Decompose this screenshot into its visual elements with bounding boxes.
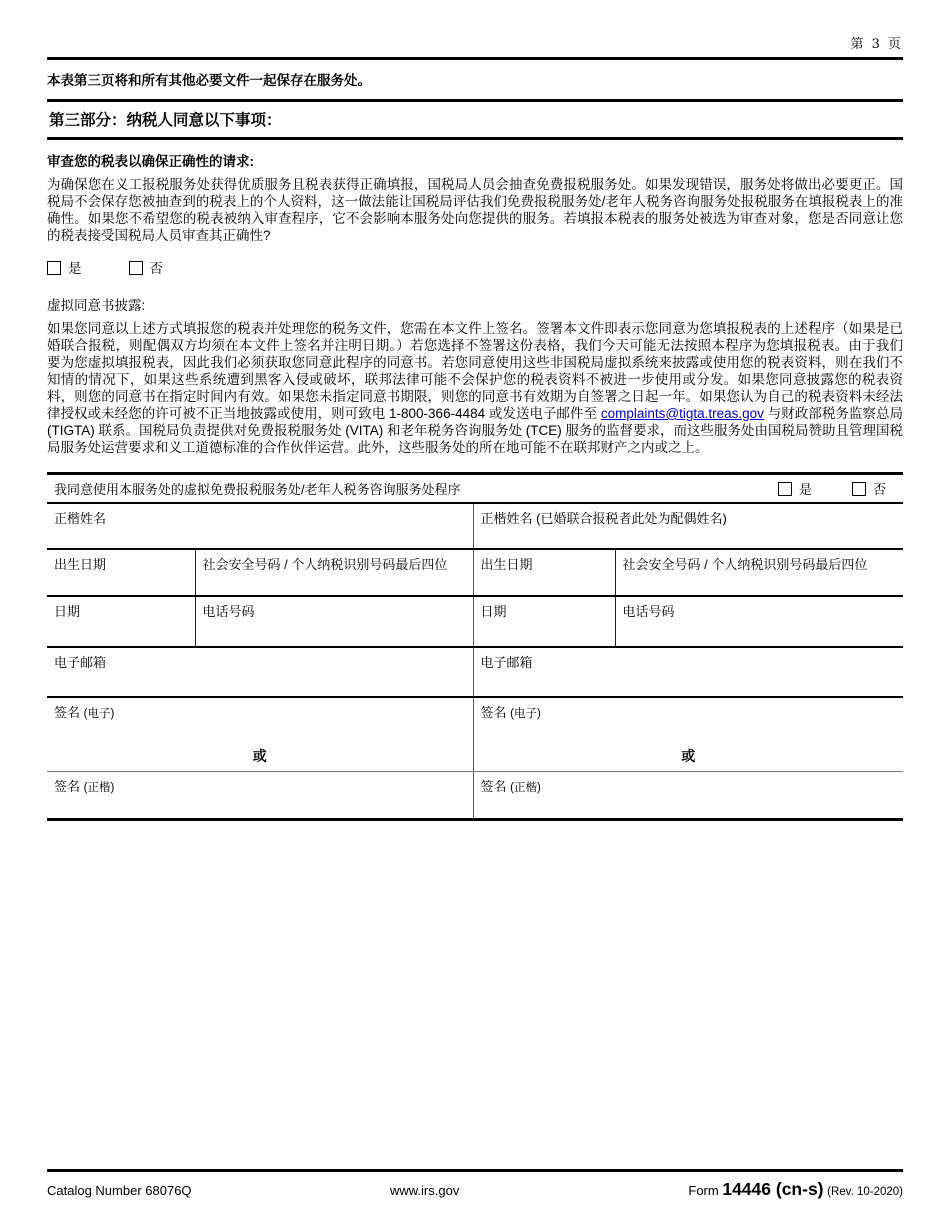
dob-ssn-row	[47, 549, 903, 596]
review-yes-checkbox[interactable]	[47, 261, 61, 275]
section3-header	[47, 99, 903, 140]
taxpayer-dob-label: 出生日期	[54, 557, 107, 572]
spouse-esignature-label: 签名	[480, 705, 507, 720]
taxpayer-signature-qualifier: (正楷)	[83, 781, 115, 794]
disclosure-text-part1: 如果您同意以上述方式填报您的税表并处理您的税务文件，您需在本文件上签名。签署本文件即表示您同意为您填报税表的上述程序（如果是已婚联合报税，则配偶双方均须在本文件上签名并注明日期。）若您选择不签署这份表格，我们今天可能无法按照本程序为您填报税表。由于我们要为您虚拟填报税表，因此我们必须获取您同意此程序的同意书。若您同意使用这些非国税局虚拟系统来披露或使用您的税表资料，则在我们不知情的情况下，如果这些系统遭到黑客入侵或破坏，联邦法律可能不会保护您的税表资料不被进一步使用或分发。如果您同意披露您的税表资料，则您的同意书在指定时间内有效。如果您未指定同意书期限，则您的同意书有效期为自签署之日起一年。如果您认为自己的税表资料未经法律授权或未经您的许可被不正当地披露或使用，则可致电 1-800-366-4484 或发送电子邮件至	[47, 321, 903, 421]
spouse-date-field[interactable]	[473, 596, 615, 647]
irs-website: www.irs.gov	[389, 1183, 460, 1198]
form-identifier	[551, 1179, 903, 1200]
spouse-email-field[interactable]	[473, 647, 903, 697]
consent-no-checkbox[interactable]	[852, 482, 866, 496]
taxpayer-esignature-field[interactable]	[47, 697, 473, 771]
taxpayer-phone-label: 电话号码	[202, 604, 255, 619]
printed-signature-row	[47, 771, 903, 819]
date-phone-row	[47, 596, 903, 647]
taxpayer-signature-field[interactable]	[47, 771, 473, 819]
taxpayer-email-field[interactable]	[47, 647, 473, 697]
taxpayer-signature-label: 签名	[54, 778, 81, 794]
taxpayer-name-label: 正楷姓名	[54, 511, 107, 526]
taxpayer-esignature-label: 签名	[54, 705, 81, 720]
spouse-ssn-field[interactable]	[615, 549, 903, 596]
review-yes-label: 是	[68, 261, 82, 276]
spouse-signature-qualifier: (正楷)	[510, 781, 541, 794]
top-divider	[47, 57, 903, 60]
tigta-email-link[interactable]: complaints@tigta.treas.gov	[600, 406, 764, 421]
form-revision: (Rev. 10-2020)	[827, 1186, 903, 1198]
form-number: 14446 (cn-s)	[722, 1179, 824, 1199]
taxpayer-phone-field[interactable]	[195, 596, 473, 647]
spouse-name-field[interactable]	[473, 503, 903, 549]
virtual-disclosure-heading: 虚拟同意书披露:	[47, 298, 146, 313]
spouse-ssn-label: 社会安全号码 / 个人纳税识别号码最后四位	[622, 557, 868, 572]
consent-yes-checkbox[interactable]	[778, 482, 792, 496]
review-request-heading: 审查您的税表以确保正确性的请求:	[47, 154, 254, 169]
consent-yes-label: 是	[799, 482, 813, 497]
taxpayer-ssn-field[interactable]	[195, 549, 473, 596]
disclosure-text-part2: 与财政部税务监察总局 (TIGTA) 联系。国税局负责提供对免费报税服务处 (VITA) 和老年税务咨询服务处 (TCE) 服务的监督要求，而这些服务处由国税局赞助且管理国税局服务处运营要求和义工道德标准的合作伙伴运营。此外，这些服务处的所在地可能不在联邦财产之内或之上。	[47, 406, 903, 455]
spouse-signature-label: 签名	[480, 778, 507, 794]
spouse-dob-label: 出生日期	[480, 557, 533, 572]
virtual-disclosure-body	[47, 320, 903, 456]
consent-table	[47, 472, 903, 821]
email-row	[47, 647, 903, 697]
consent-statement-row	[47, 474, 903, 504]
review-consent-choices	[47, 257, 903, 277]
taxpayer-esignature-qualifier: (电子)	[83, 708, 115, 720]
name-row	[47, 503, 903, 549]
taxpayer-dob-field[interactable]	[47, 549, 195, 596]
spouse-esignature-field[interactable]	[473, 697, 903, 771]
taxpayer-or-separator: 或	[252, 748, 267, 764]
catalog-number: Catalog Number 68076Q	[47, 1183, 192, 1198]
page-number: 第 3 页	[850, 37, 903, 52]
consent-statement: 我同意使用本服务处的虚拟免费报税服务处/老年人税务咨询服务处程序	[54, 482, 461, 497]
section3-title: 第三部分：纳税人同意以下事项：	[49, 112, 282, 129]
taxpayer-email-label: 电子邮箱	[54, 655, 107, 670]
electronic-signature-row	[47, 697, 903, 771]
page-footer	[47, 1169, 903, 1200]
taxpayer-date-label: 日期	[54, 604, 81, 619]
taxpayer-ssn-label: 社会安全号码 / 个人纳税识别号码最后四位	[202, 557, 448, 572]
taxpayer-name-field[interactable]	[47, 503, 473, 549]
review-request-body: 为确保您在义工报税服务处获得优质服务且税表获得正确填报，国税局人员会抽查免费报税服务处。如果发现错误，服务处将做出必要更正。国税局不会保存您被抽查到的税表上的个人资料，这一做法能让国税局评估我们免费报税服务处/老年人税务咨询服务处报税服务在填报税表上的准确性。如果您不希望您的税表被纳入审查程序，它不会影响本服务处向您提供的服务。若填报本税表的服务处被选为审查对象，您是否同意让您的税表接受国税局人员审查其正确性?	[47, 177, 903, 243]
spouse-esignature-qualifier: (电子)	[510, 708, 541, 720]
spouse-dob-field[interactable]	[473, 549, 615, 596]
spouse-or-separator: 或	[681, 748, 696, 764]
taxpayer-date-field[interactable]	[47, 596, 195, 647]
retention-note: 本表第三页将和所有其他必要文件一起保存在服务处。	[47, 73, 371, 88]
form-label: Form	[688, 1183, 719, 1198]
spouse-date-label: 日期	[480, 604, 507, 619]
spouse-signature-field[interactable]	[473, 771, 903, 819]
review-no-label: 否	[149, 261, 163, 276]
spouse-phone-label: 电话号码	[622, 604, 675, 619]
spouse-name-label: 正楷姓名 (已婚联合报税者此处为配偶姓名)	[480, 511, 727, 526]
spouse-phone-field[interactable]	[615, 596, 903, 647]
consent-no-label: 否	[873, 482, 887, 497]
spouse-email-label: 电子邮箱	[480, 655, 533, 670]
review-no-checkbox[interactable]	[129, 261, 143, 275]
